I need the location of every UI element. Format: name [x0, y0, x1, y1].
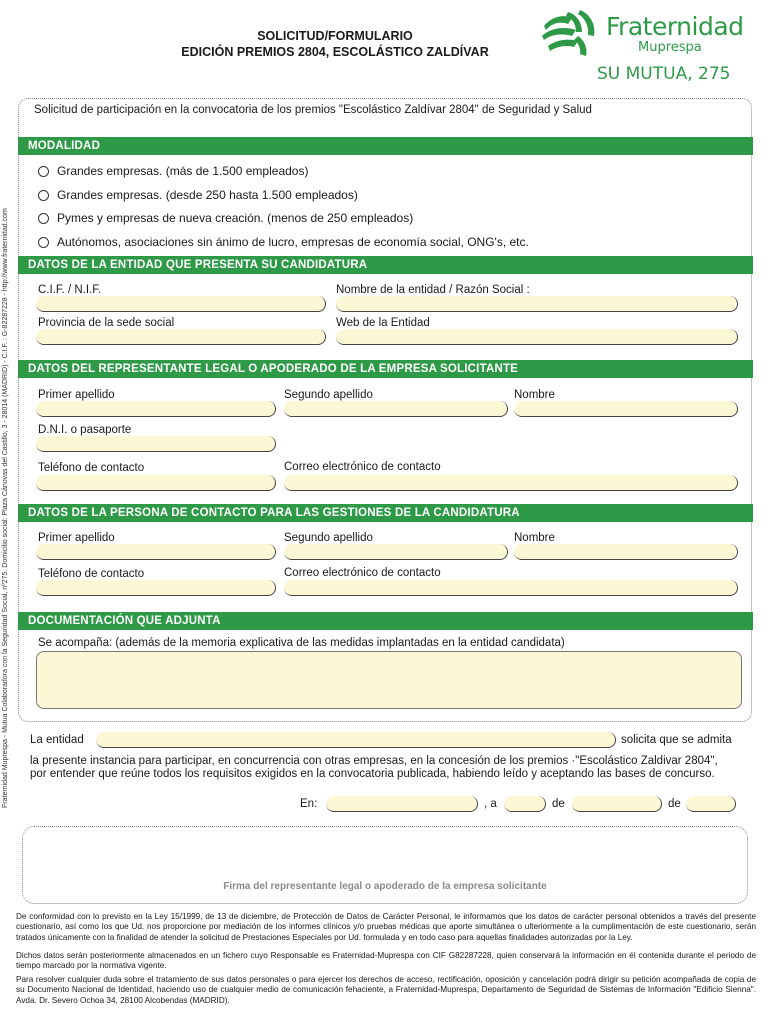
- modalidad-option-label: Autónomos, asociaciones sin ánimo de lucro, empresas de economía social, ONG's, etc.: [57, 235, 529, 249]
- acompana-label: Se acompaña: (además de la memoria explicativa de las medidas implantadas en la entidad candidata): [38, 637, 565, 649]
- rep-telefono-label: Teléfono de contacto: [38, 462, 145, 474]
- rep-correo-field[interactable]: [284, 475, 738, 491]
- entidad-nombre-field[interactable]: [336, 296, 738, 312]
- web-label: Web de la Entidad: [336, 317, 430, 329]
- signature-box[interactable]: [22, 826, 748, 904]
- form-title-line2: EDICIÓN PREMIOS 2804, ESCOLÁSTICO ZALDÍVAR: [181, 45, 489, 59]
- section-representante: DATOS DEL REPRESENTANTE LEGAL O APODERADO DE LA EMPRESA SOLICITANTE: [18, 360, 753, 378]
- contacto-correo-field[interactable]: [284, 580, 738, 596]
- provincia-field[interactable]: [36, 329, 326, 345]
- intro-text: Solicitud de participación en la convocatoria de los premios "Escolástico Zaldívar 2804" de Seguridad y Salud: [34, 104, 592, 116]
- footer-paragraph-2: Dichos datos serán posteriormente almacenados en un fichero cuyo Responsable es Fraternidad-Muprespa con CIF G82287228, quien conservará la información en él contenida durante el periodo de tiempo marcado por la normativa vigente.: [16, 951, 756, 971]
- contacto-telefono-label: Teléfono de contacto: [38, 568, 145, 580]
- contacto-apellido2-field[interactable]: [284, 544, 508, 560]
- contacto-correo-label: Correo electrónico de contacto: [284, 567, 441, 579]
- provincia-label: Provincia de la sede social: [38, 317, 175, 329]
- de-label-2: de: [668, 798, 681, 810]
- anio-field[interactable]: [686, 796, 736, 812]
- entidad-nombre-label: Nombre de la entidad / Razón Social :: [336, 284, 530, 296]
- section-documentacion: DOCUMENTACIÓN QUE ADJUNTA: [18, 612, 753, 630]
- a-label: , a: [484, 798, 497, 810]
- su-mutua-label: SU MUTUA, 275: [597, 64, 731, 84]
- footer-paragraph-1: De conformidad con lo previsto en la Ley 15/1999, de 13 de diciembre, de Protección de Datos de Carácter Personal, le informamos que los datos de carácter personal obtenidos a través del presente cuestionario, así como los que Ud. nos proporcione por mediación de los informes clínicos y/o pruebas médicas que aporte simultánea o ulteriormente a la cumplimentación de este cuestionario, serán tratados únicamente con la finalidad de atender la solicitud de Prestaciones Especiales por Ud. formulada y en todo caso para aquellas finalidades autorizadas por la Ley.: [16, 912, 756, 942]
- la-entidad-label: La entidad: [30, 734, 84, 746]
- modalidad-option-label: Pymes y empresas de nueva creación. (menos de 250 empleados): [57, 211, 414, 225]
- contacto-nombre-field[interactable]: [514, 544, 738, 560]
- rep-apellido2-label: Segundo apellido: [284, 389, 373, 401]
- rep-apellido2-field[interactable]: [284, 401, 508, 417]
- solicitud-line2: por entender que reúne todos los requisitos exigidos en la convocatoria publicada, habiendo leído y aceptando las bases de concurso.: [30, 768, 715, 780]
- signature-label: Firma del representante legal o apoderado de la empresa solicitante: [223, 881, 547, 892]
- dia-field[interactable]: [504, 796, 546, 812]
- radio-button[interactable]: [38, 190, 49, 201]
- modalidad-option-label: Grandes empresas. (desde 250 hasta 1.500 empleados): [57, 188, 358, 202]
- modalidad-option-label: Grandes empresas. (más de 1.500 empleados): [57, 164, 309, 178]
- contacto-apellido1-field[interactable]: [36, 544, 276, 560]
- modalidad-option-2[interactable]: [38, 188, 358, 202]
- rep-apellido1-label: Primer apellido: [38, 389, 115, 401]
- logo-name: Fraternidad: [606, 12, 744, 41]
- rep-telefono-field[interactable]: [36, 475, 276, 491]
- modalidad-option-4[interactable]: [38, 235, 529, 249]
- lugar-field[interactable]: [326, 796, 478, 812]
- fraternidad-logo-icon: [538, 8, 602, 58]
- rep-correo-label: Correo electrónico de contacto: [284, 461, 441, 473]
- de-label-1: de: [552, 798, 565, 810]
- rep-apellido1-field[interactable]: [36, 401, 276, 417]
- section-contacto: DATOS DE LA PERSONA DE CONTACTO PARA LAS GESTIONES DE LA CANDIDATURA: [18, 504, 753, 522]
- solicitud-line1: la presente instancia para participar, en concurrencia con otras empresas, en la concesión de los premios ·"Escolástico Zaldivar 2804",: [30, 755, 718, 767]
- cif-field[interactable]: [36, 296, 326, 312]
- modalidad-option-1[interactable]: [38, 164, 308, 178]
- documentacion-textarea[interactable]: [36, 651, 742, 709]
- rep-nombre-label: Nombre: [514, 389, 555, 401]
- logo-subtitle: Muprespa: [638, 40, 702, 55]
- sidebar-legal-text: Fraternidad Muprespa - Mutua Colaboradora con la Seguridad Social, nº275. Domicilio social: Plaza Cánovas del Castillo, 3 - 28014 (MADRID) - C.I.F. : G-82287228 - http://www.fraternidad.com: [2, 208, 9, 808]
- cif-label: C.I.F. / N.I.F.: [38, 284, 102, 296]
- en-label: En:: [300, 798, 318, 810]
- rep-dni-label: D.N.I. o pasaporte: [38, 424, 132, 436]
- radio-button[interactable]: [38, 237, 49, 248]
- solicita-label: solicita que se admita: [621, 734, 732, 746]
- modalidad-option-3[interactable]: [38, 211, 413, 225]
- form-title-line1: SOLICITUD/FORMULARIO: [257, 29, 413, 43]
- rep-nombre-field[interactable]: [514, 401, 738, 417]
- contacto-telefono-field[interactable]: [36, 580, 276, 596]
- radio-button[interactable]: [38, 213, 49, 224]
- form-title: [150, 28, 520, 60]
- fraternidad-logo: [538, 8, 744, 58]
- contacto-nombre-label: Nombre: [514, 532, 555, 544]
- web-field[interactable]: [336, 329, 738, 345]
- mes-field[interactable]: [572, 796, 662, 812]
- section-modalidad: MODALIDAD: [18, 137, 753, 155]
- contacto-apellido1-label: Primer apellido: [38, 532, 115, 544]
- rep-dni-field[interactable]: [36, 436, 276, 452]
- section-entidad: DATOS DE LA ENTIDAD QUE PRESENTA SU CANDIDATURA: [18, 256, 753, 274]
- solicitud-entidad-field[interactable]: [96, 732, 616, 748]
- contacto-apellido2-label: Segundo apellido: [284, 532, 373, 544]
- radio-button[interactable]: [38, 166, 49, 177]
- footer-paragraph-3: Para resolver cualquier duda sobre el tratamiento de sus datos personales o para ejercer los derechos de acceso, rectificación, oposición y cancelación podrá dirigir su petición acompañada de copia de su Documento Nacional de Identidad, haciendo uso de cualquier medio de comunicación fehaciente, a Fraternidad-Muprespa, Departamento de Seguridad de Sistemas de Información "Edificio Sienna". Avda. Dr. Severo Ochoa 34, 28100 Alcobendas (MADRID).: [16, 975, 756, 1005]
